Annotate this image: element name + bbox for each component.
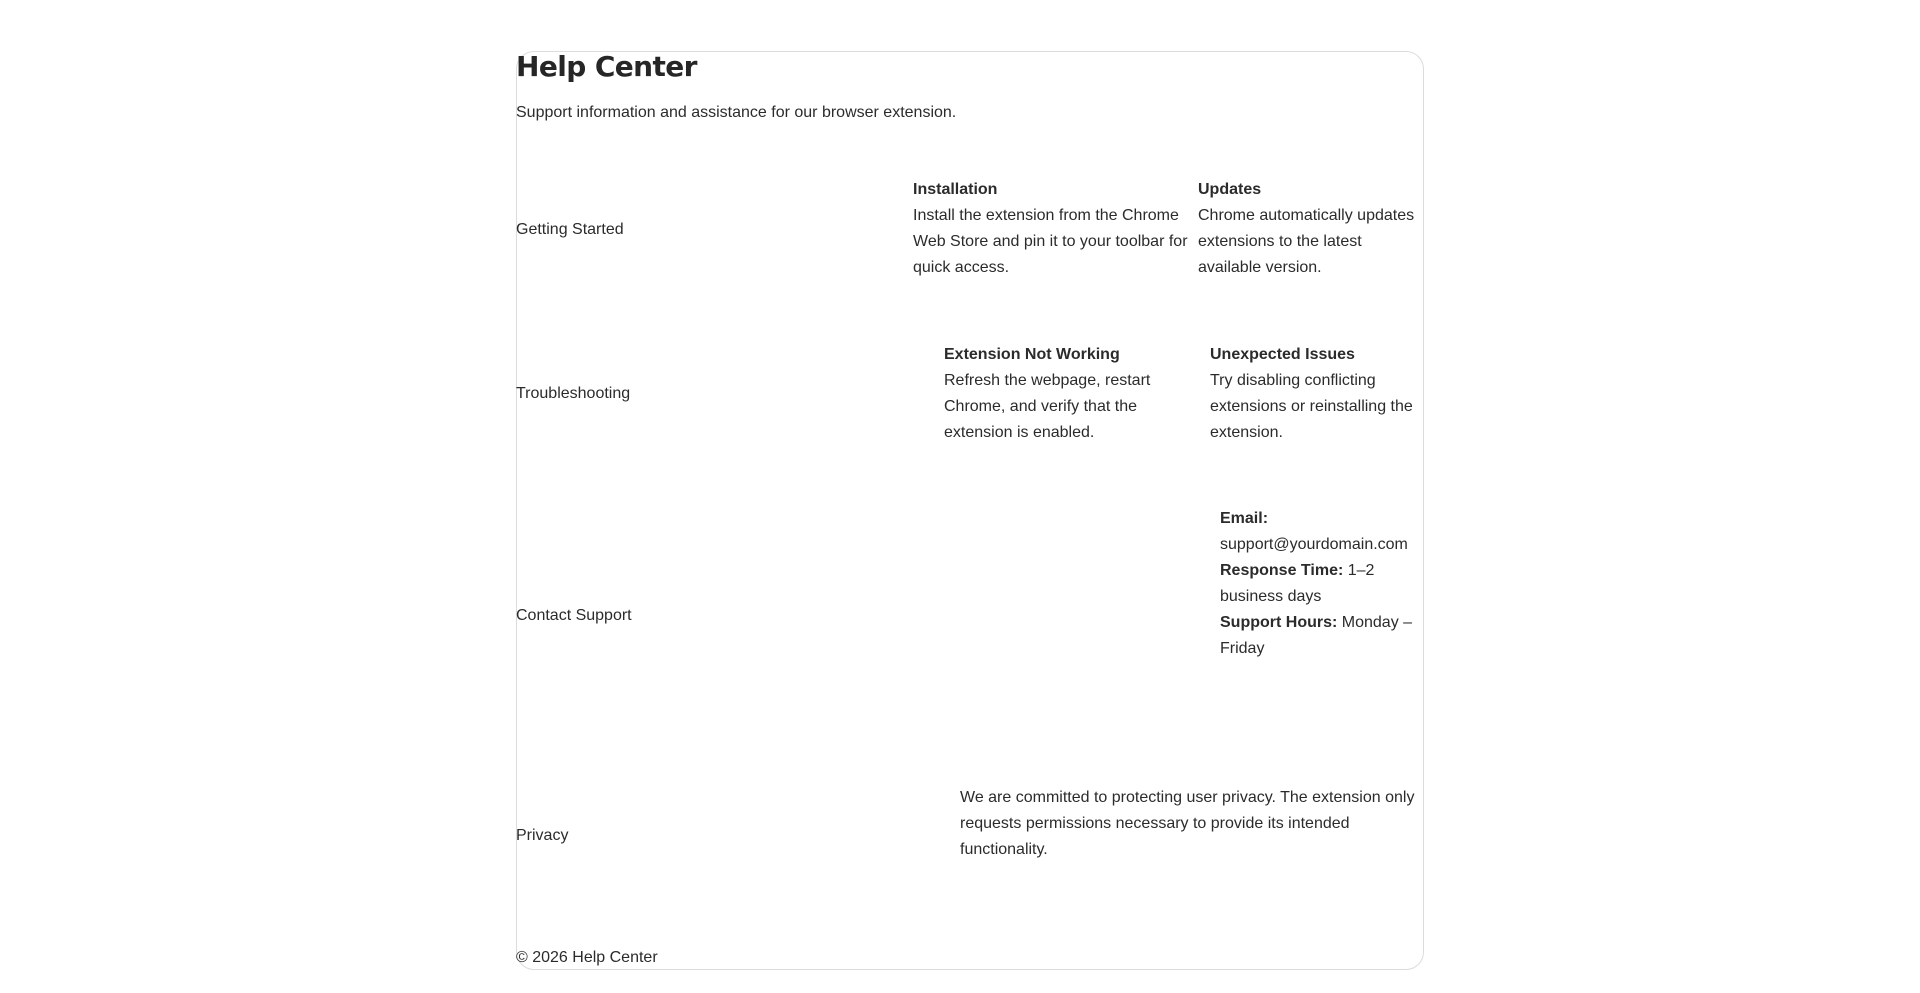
unexpected-issues-heading: Unexpected Issues xyxy=(1210,346,1355,363)
response-time-value: 1–2 business days xyxy=(1220,562,1375,605)
contact-support-hours xyxy=(1220,610,1426,662)
contact-email xyxy=(1220,506,1426,558)
page-subtitle: Support information and assistance for our browser extension. xyxy=(516,104,957,121)
installation-text: Install the extension from the Chrome Web Store and pin it to your toolbar for quick access. xyxy=(913,207,1188,276)
section-label-privacy: Privacy xyxy=(516,827,569,844)
contact-response-time xyxy=(1220,558,1426,610)
extension-not-working-heading: Extension Not Working xyxy=(944,346,1120,363)
privacy-block xyxy=(960,785,1428,863)
contact-block xyxy=(1220,506,1426,662)
extension-not-working-text: Refresh the webpage, restart Chrome, and verify that the extension is enabled. xyxy=(944,372,1151,441)
page-title: Help Center xyxy=(516,50,697,83)
section-label-getting-started: Getting Started xyxy=(516,221,624,238)
extension-not-working-block xyxy=(944,342,1184,446)
section-label-troubleshooting: Troubleshooting xyxy=(516,385,631,402)
installation-heading: Installation xyxy=(913,181,998,198)
updates-heading: Updates xyxy=(1198,181,1262,198)
unexpected-issues-text: Try disabling conflicting extensions or reinstalling the extension. xyxy=(1210,372,1413,441)
installation-block xyxy=(913,177,1195,281)
support-hours-label: Support Hours: xyxy=(1220,614,1338,631)
footer-copyright: © 2026 Help Center xyxy=(516,949,658,966)
email-label: Email: xyxy=(1220,510,1269,527)
section-label-contact-support: Contact Support xyxy=(516,607,632,624)
updates-text: Chrome automatically updates extensions to the latest available version. xyxy=(1198,207,1415,276)
updates-block xyxy=(1198,177,1426,281)
unexpected-issues-block xyxy=(1210,342,1424,446)
privacy-text: We are committed to protecting user privacy. The extension only requests permissions necessary to provide its intended functionality. xyxy=(960,789,1415,858)
response-time-label: Response Time: xyxy=(1220,562,1344,579)
support-hours-value: Monday – Friday xyxy=(1220,614,1413,657)
email-value[interactable]: support@yourdomain.com xyxy=(1220,536,1408,553)
